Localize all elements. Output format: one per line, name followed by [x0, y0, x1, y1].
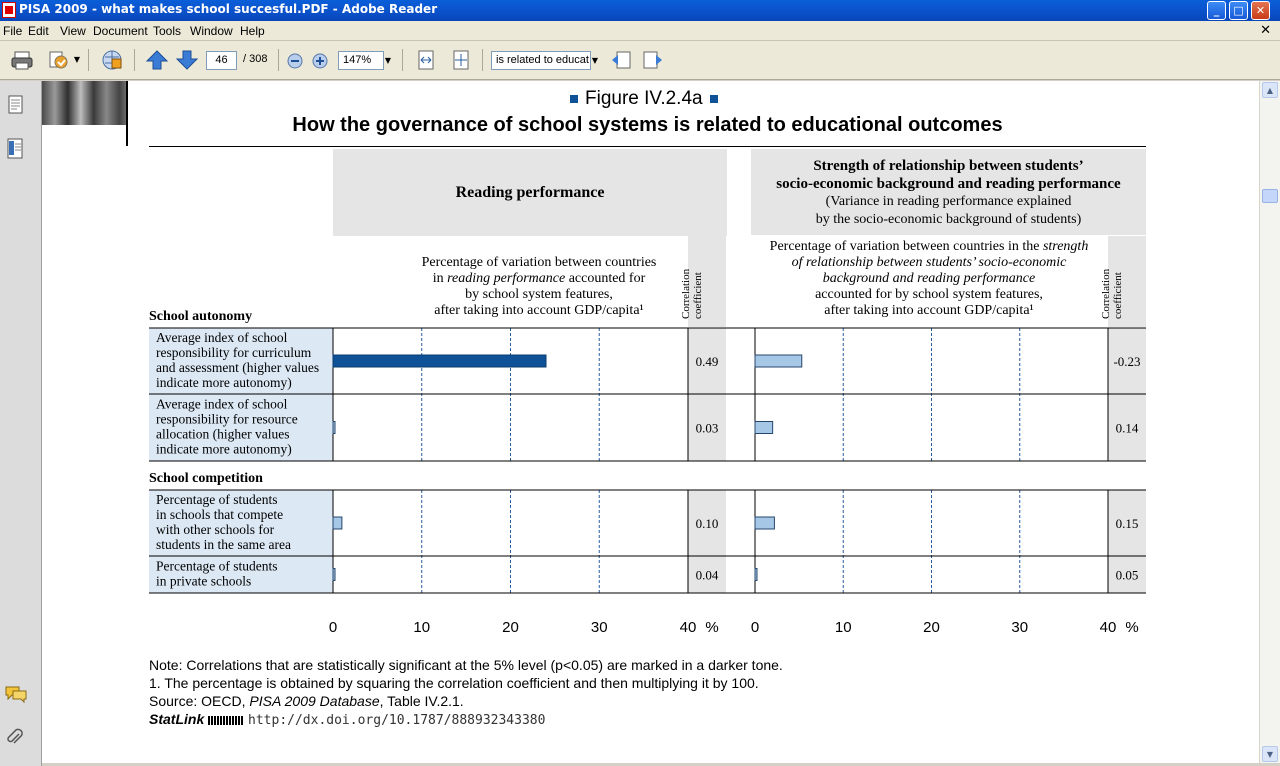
attachments-panel-icon[interactable]: [6, 728, 24, 748]
email-icon[interactable]: [46, 49, 70, 71]
left-corr-value: 0.49: [695, 354, 719, 369]
page-total-label: / 308: [243, 53, 268, 65]
source-line: [149, 692, 783, 710]
fit-page-icon[interactable]: [449, 49, 473, 71]
vertical-scrollbar[interactable]: [1259, 81, 1280, 763]
note-line: Note: Correlations that are statistically significant at the 5% level (p<0.05) are marked in a darker tone.: [149, 657, 783, 673]
figure-label: Figure IV.2.4a: [585, 88, 703, 109]
zoom-in-icon[interactable]: [311, 52, 329, 70]
toolbar-separator: [482, 49, 483, 71]
left-bar: [333, 422, 335, 434]
right-corr-value: 0.05: [1115, 567, 1139, 583]
toolbar-separator: [278, 49, 279, 71]
row-label-line: in private schools: [156, 573, 252, 589]
maximize-button[interactable]: □: [1229, 1, 1248, 20]
reading-performance-header: Reading performance: [333, 149, 727, 236]
left-corr-value: 0.10: [695, 516, 719, 531]
row-label-line: with other schools for: [156, 522, 275, 537]
print-icon[interactable]: [10, 49, 34, 71]
bookmarks-panel-icon[interactable]: [6, 138, 24, 160]
statlink-line: [149, 710, 783, 730]
footnote-line: 1. The percentage is obtained by squaring the correlation coefficient and then multiplying it by 100.: [149, 675, 759, 691]
right-bar: [755, 355, 802, 367]
source-database: PISA 2009 Database: [249, 693, 380, 709]
left-desc-line: by school system features,: [465, 287, 613, 302]
left-axis-tick-label: 0: [328, 619, 338, 636]
fit-width-icon[interactable]: [414, 49, 438, 71]
row-label-line: and assessment (higher values: [156, 360, 320, 375]
statlink-label: StatLink: [149, 711, 205, 727]
find-text-input[interactable]: is related to educat: [491, 51, 591, 70]
left-axis-tick-label: 20: [502, 619, 519, 636]
next-page-icon[interactable]: [175, 49, 199, 71]
right-axis-tick-label: 20: [923, 619, 940, 636]
left-desc-line: in reading performance accounted for: [432, 271, 646, 286]
right-axis-tick-label: 10: [834, 619, 852, 636]
close-button[interactable]: ✕: [1251, 1, 1270, 20]
right-header-sub2: by the socio-economic background of students): [815, 212, 1082, 227]
zoom-dropdown-icon[interactable]: ▼: [384, 56, 392, 65]
row-label-line: Percentage of students: [156, 558, 278, 574]
source-suffix: , Table IV.2.1.: [379, 693, 464, 709]
right-corr-value: 0.15: [1115, 516, 1139, 531]
menu-document[interactable]: Document: [93, 24, 148, 38]
zoom-out-icon[interactable]: [286, 52, 304, 70]
source-prefix: Source: OECD,: [149, 693, 250, 709]
corr-label-line: Correlation: [1100, 268, 1112, 319]
section-school-competition: School competition: [149, 471, 263, 486]
left-desc-line: after taking into account GDP/capita¹: [434, 303, 644, 318]
left-bar: [333, 517, 342, 529]
row-label-line: responsibility for resource: [156, 411, 298, 427]
toolbar-separator: [402, 49, 403, 71]
row-label-line: Average index of school: [156, 330, 288, 345]
scrollbar-thumb[interactable]: [1262, 189, 1278, 203]
find-previous-icon[interactable]: [609, 49, 633, 71]
row-label-line: in schools that compete: [156, 507, 284, 522]
right-axis-tick-label: 0: [750, 619, 760, 636]
section-school-autonomy: School autonomy: [149, 309, 253, 324]
row-label-line: indicate more autonomy): [156, 375, 292, 390]
figure-title: How the governance of school systems is related to educational outcomes: [292, 114, 1003, 136]
window-titlebar[interactable]: [0, 0, 1280, 21]
toolbar: [0, 41, 1280, 80]
comments-panel-icon[interactable]: [5, 685, 27, 703]
scroll-down-icon[interactable]: ▼: [1262, 746, 1278, 762]
row-label-line: students in the same area: [156, 537, 291, 552]
toolbar-separator: [134, 49, 135, 71]
navigation-pane: [0, 81, 42, 766]
corr-label-line: Correlation: [680, 268, 692, 319]
right-corr-value: 0.14: [1115, 420, 1139, 436]
right-desc-line: of relationship between students’ socio-economic: [791, 255, 1067, 270]
left-corr-value: 0.04: [695, 567, 719, 583]
scroll-up-icon[interactable]: ▲: [1262, 82, 1278, 98]
row-label-line: Average index of school: [156, 396, 288, 412]
right-bar: [755, 569, 757, 581]
document-view[interactable]: [42, 81, 1259, 763]
right-axis-tick-label: 40: [1099, 619, 1117, 636]
menu-window[interactable]: Window: [190, 24, 233, 38]
left-bar: [333, 569, 335, 581]
right-bar: [755, 422, 773, 434]
adobe-reader-app-icon: [2, 2, 16, 18]
find-dropdown-icon[interactable]: ▼: [591, 56, 599, 65]
left-axis-tick-label: 40: [679, 619, 697, 636]
right-desc-line: Percentage of variation between countries in the strength: [769, 239, 1089, 254]
zoom-level-input[interactable]: 147%: [338, 51, 384, 70]
left-corr-value: 0.03: [695, 420, 719, 436]
right-axis-unit-label: %: [1125, 619, 1139, 636]
corr-label-line: coefficient: [692, 272, 704, 319]
close-document-icon[interactable]: ✕: [1260, 23, 1271, 38]
find-next-icon[interactable]: [641, 49, 665, 71]
email-dropdown-icon[interactable]: ▼: [73, 55, 81, 64]
row-label-line: Percentage of students: [156, 492, 278, 507]
corr-label-line: coefficient: [1112, 272, 1124, 319]
toolbar-separator: [88, 49, 89, 71]
menu-file[interactable]: File: [3, 24, 23, 38]
menu-help[interactable]: Help: [240, 24, 265, 38]
left-axis-unit-label: %: [705, 619, 719, 636]
right-header-sub1: (Variance in reading performance explained: [825, 194, 1072, 209]
left-desc-line: Percentage of variation between countries: [421, 255, 657, 270]
right-desc-line: background and reading performance: [822, 271, 1036, 286]
right-axis-tick-label: 30: [1011, 619, 1029, 636]
right-desc-line: accounted for by school system features,: [815, 287, 1043, 302]
menu-bar: [0, 21, 1280, 41]
left-bar: [333, 355, 546, 367]
right-desc-line: after taking into account GDP/capita¹: [824, 303, 1034, 318]
previous-page-icon[interactable]: [145, 49, 169, 71]
menu-edit[interactable]: Edit: [28, 24, 49, 38]
right-header-line2: socio-economic background and reading performance: [776, 176, 1121, 192]
right-header-line1: Strength of relationship between students’: [813, 158, 1084, 174]
figure-notes: [149, 656, 783, 730]
right-bar: [755, 517, 774, 529]
row-label-line: indicate more autonomy): [156, 441, 292, 457]
collaborate-icon[interactable]: [100, 49, 124, 71]
left-axis-tick-label: 10: [413, 619, 431, 636]
row-label-line: allocation (higher values: [156, 426, 290, 442]
statlink-logo-icon: [208, 716, 244, 725]
menu-view[interactable]: View: [60, 24, 86, 38]
left-axis-tick-label: 30: [590, 619, 608, 636]
pages-panel-icon[interactable]: [8, 95, 24, 115]
minimize-button[interactable]: _: [1207, 1, 1226, 20]
right-corr-value: -0.23: [1113, 354, 1141, 369]
window-title: PISA 2009 - what makes school succesful.PDF - Adobe Reader: [19, 2, 438, 16]
page-number-input[interactable]: 46: [206, 51, 237, 70]
row-label-line: responsibility for curriculum: [156, 345, 312, 360]
statlink-url[interactable]: http://dx.doi.org/10.1787/888932343380: [248, 713, 546, 728]
menu-tools[interactable]: Tools: [153, 24, 182, 38]
